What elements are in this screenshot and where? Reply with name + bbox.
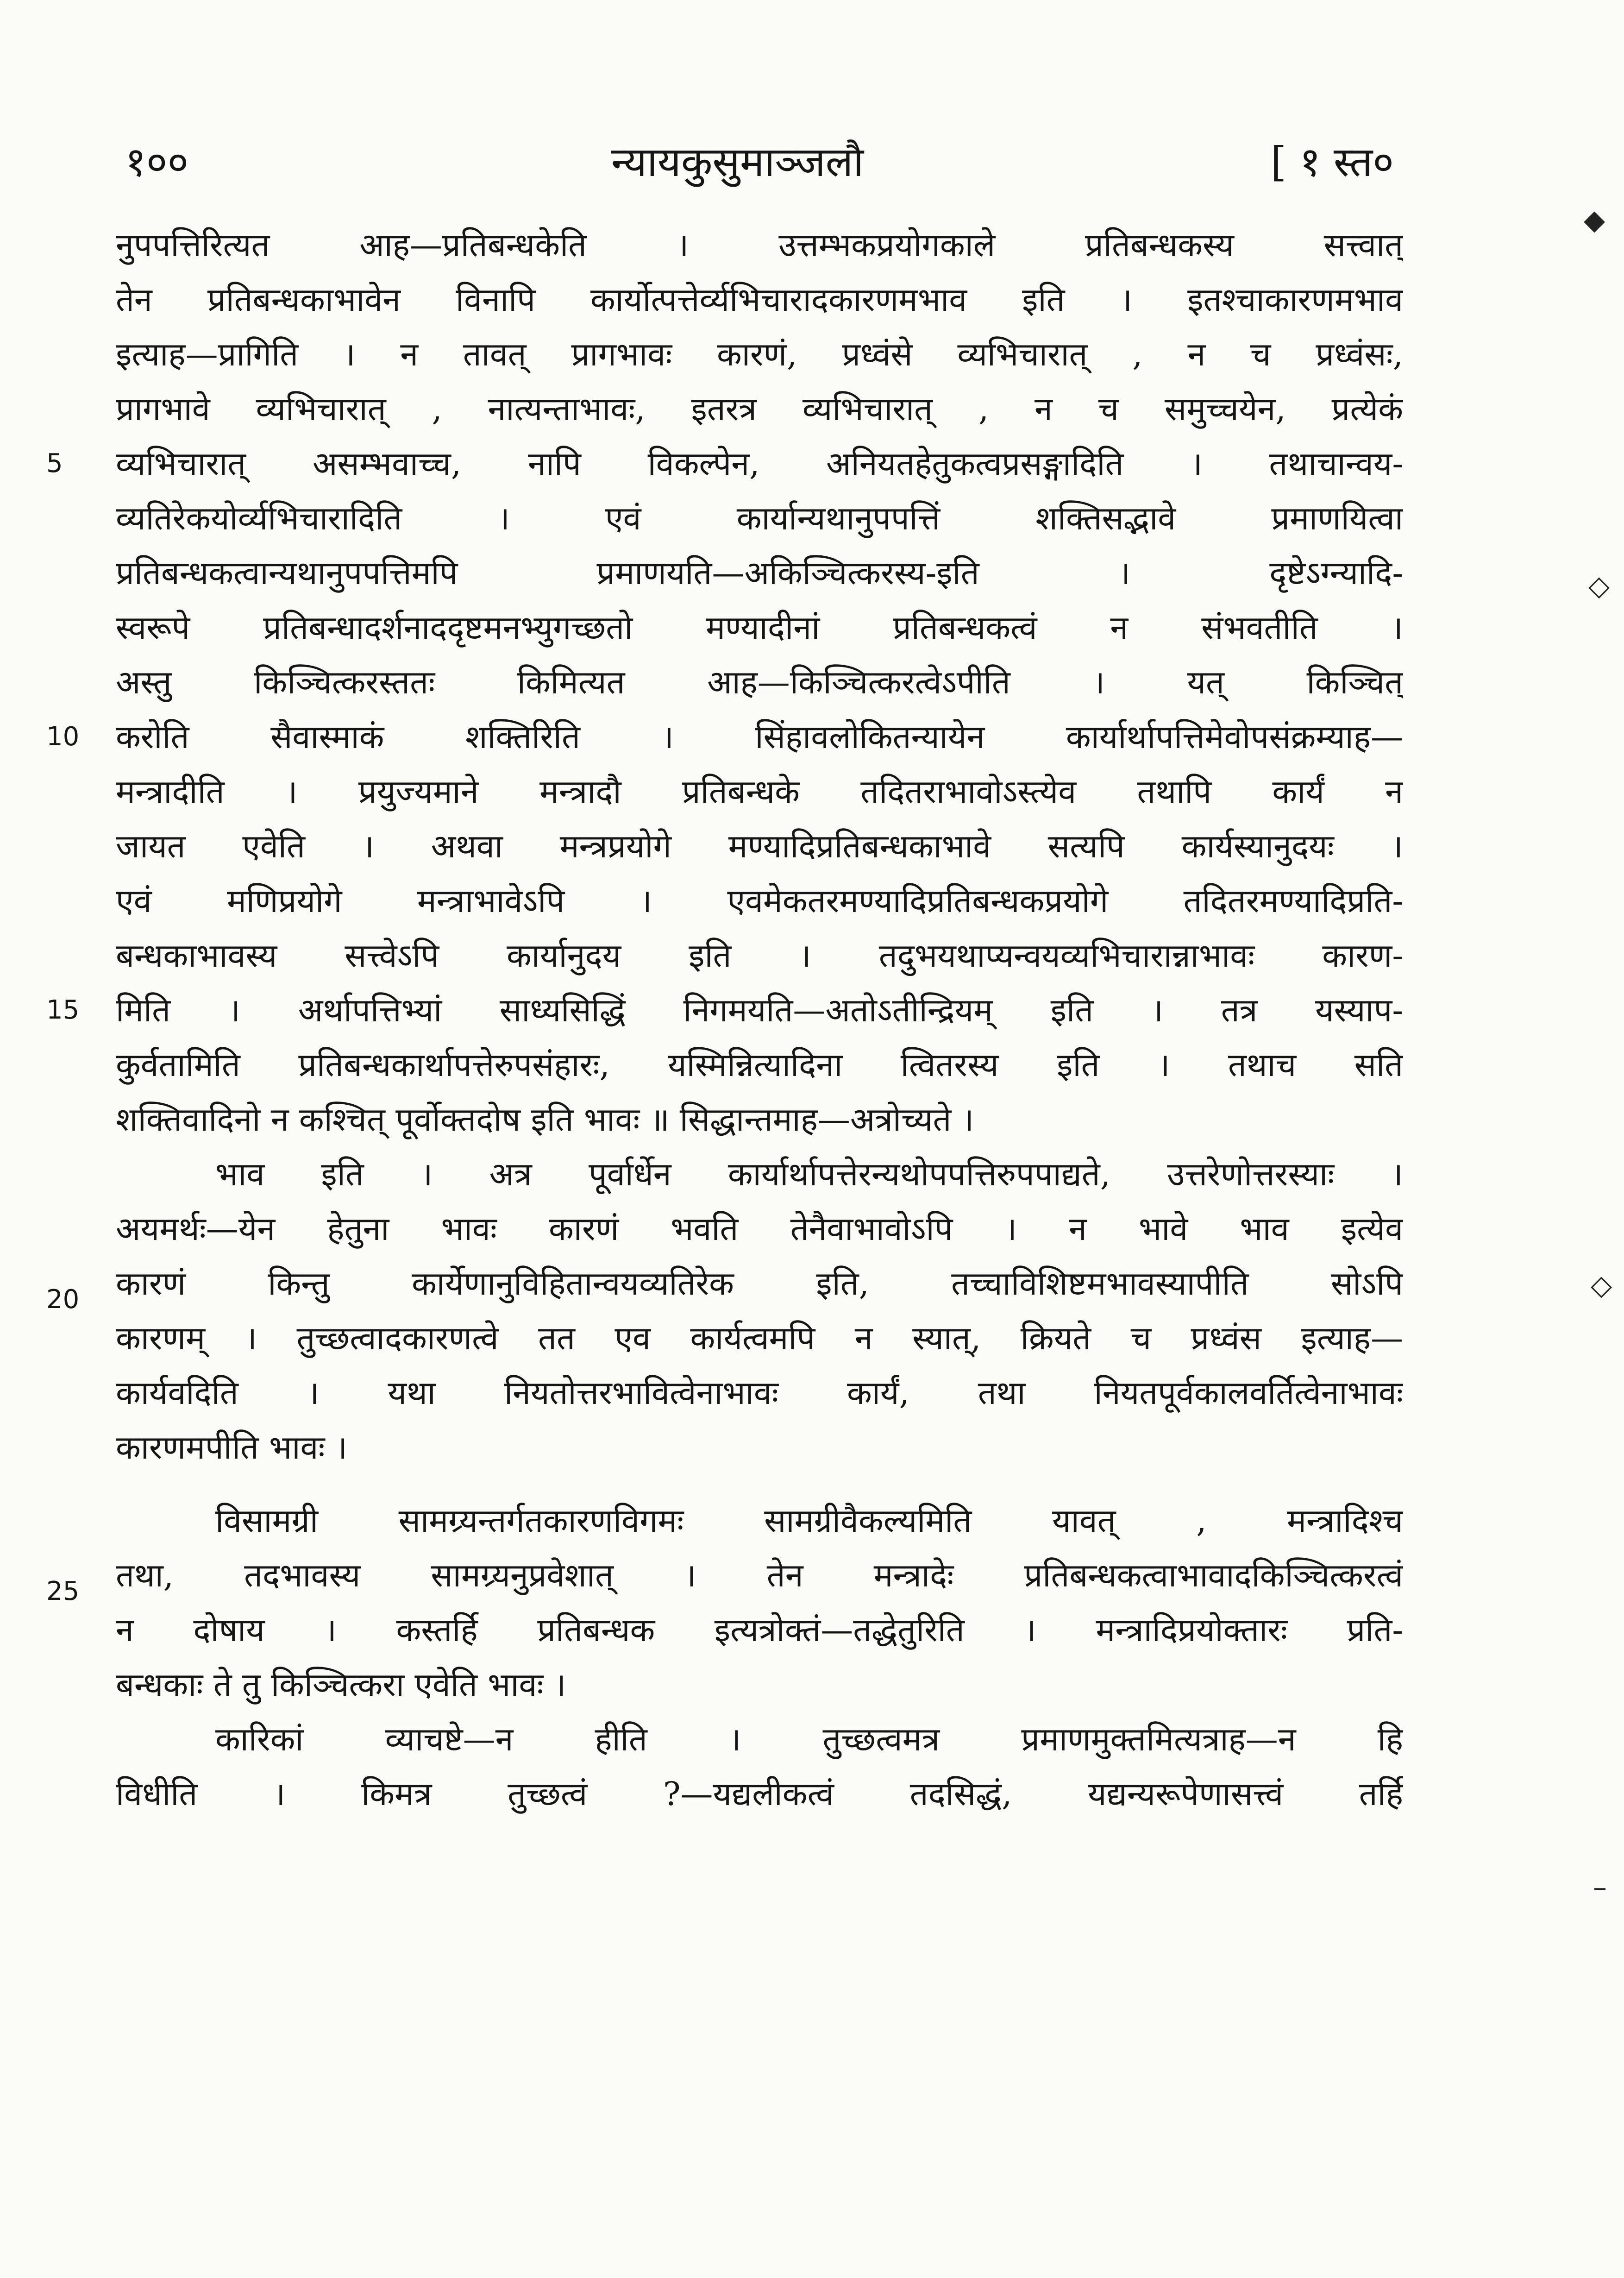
text-line: अयमर्थः—येन हेतुना भावः कारणं भवति तेनैवाभावोऽपि । न भावे भाव इत्येव bbox=[116, 1210, 1403, 1248]
text-line: प्रतिबन्धकत्वान्यथानुपपत्तिमपि प्रमाणयति—अकिञ्चित्करस्य-इति । दृष्टेऽग्न्यादि- bbox=[116, 554, 1403, 592]
text-line: कारिकां व्याचष्टे—न हीति । तुच्छत्वमत्र प्रमाणमुक्तमित्यत्राह—न हि bbox=[215, 1720, 1403, 1758]
text-line: विधीति । किमत्र तुच्छत्वं ?—यद्यलीकत्वं तदसिद्धं, यद्यन्यरूपेणासत्त्वं तर्हि bbox=[116, 1775, 1403, 1813]
margin-mark-icon: ◇ bbox=[1591, 1269, 1612, 1302]
text-line: स्वरूपे प्रतिबन्धादर्शनाददृष्टमनभ्युगच्छतो मण्यादीनां प्रतिबन्धकत्वं न संभवतीति । bbox=[116, 609, 1403, 647]
text-line: मन्त्रादीति । प्रयुज्यमाने मन्त्रादौ प्रतिबन्धके तदितराभावोऽस्त्येव तथापि कार्यं न bbox=[116, 773, 1403, 811]
text-line: इत्याह—प्रागिति । न तावत् प्रागभावः कारणं, प्रध्वंसे व्यभिचारात् , न च प्रध्वंसः, bbox=[116, 335, 1403, 373]
text-line: नुपपत्तिरित्यत आह—प्रतिबन्धकेति । उत्तम्भकप्रयोगकाले प्रतिबन्धकस्य सत्त्वात् bbox=[116, 226, 1403, 264]
section-marker: [ १ स्त० bbox=[1270, 138, 1394, 186]
text-line: करोति सैवास्माकं शक्तिरिति । सिंहावलोकितन्यायेन कार्यार्थापत्तिमेवोपसंक्रम्याह— bbox=[116, 718, 1403, 756]
text-line: बन्धकाभावस्य सत्त्वेऽपि कार्यानुदय इति । तदुभयथाप्यन्वयव्यभिचारान्नाभावः कारण- bbox=[116, 937, 1403, 975]
line-number-25: 25 bbox=[46, 1576, 80, 1606]
text-line: न दोषाय । कस्तर्हि प्रतिबन्धक इत्यत्रोक्तं—तद्धेतुरिति । मन्त्रादिप्रयोक्तारः प्रति- bbox=[116, 1611, 1403, 1649]
text-line: प्रागभावे व्यभिचारात् , नात्यन्ताभावः, इतरत्र व्यभिचारात् , न च समुच्चयेन, प्रत्येकं bbox=[116, 390, 1403, 428]
line-number-10: 10 bbox=[46, 722, 80, 752]
text-line: तथा, तदभावस्य सामग्र्यनुप्रवेशात् । तेन मन्त्रादेः प्रतिबन्धकत्वाभावादकिञ्चित्करत्वं bbox=[116, 1556, 1403, 1594]
text-line: तेन प्रतिबन्धकाभावेन विनापि कार्योत्पत्तेर्व्यभिचारादकारणमभाव इति । इतश्चाकारणमभाव bbox=[116, 281, 1403, 319]
text-line: व्यतिरेकयोर्व्यभिचारादिति । एवं कार्यान्यथानुपपत्तिं शक्तिसद्भावे प्रमाणयित्वा bbox=[116, 499, 1403, 537]
text-line: व्यभिचारात् असम्भवाच्च, नापि विकल्पेन, अनियतहेतुकत्वप्रसङ्गादिति । तथाचान्वय- bbox=[116, 445, 1403, 483]
text-line: कारणम् । तुच्छत्वादकारणत्वे तत एव कार्यत्वमपि न स्यात्, क्रियते च प्रध्वंस इत्याह— bbox=[116, 1319, 1403, 1357]
line-number-15: 15 bbox=[46, 995, 80, 1025]
text-line: कुर्वतामिति प्रतिबन्धकार्थापत्तेरुपसंहारः, यस्मिन्नित्यादिना त्वितरस्य इति । तथाच सति bbox=[116, 1046, 1403, 1084]
page-number: १०० bbox=[125, 138, 189, 186]
line-number-5: 5 bbox=[46, 448, 63, 478]
text-line: भाव इति । अत्र पूर्वार्धेन कार्यार्थापत्तेरन्यथोपपत्तिरुपपाद्यते, उत्तरेणोत्तरस्याः । bbox=[215, 1155, 1403, 1193]
margin-mark-icon: – bbox=[1593, 1871, 1607, 1904]
text-line: एवं मणिप्रयोगे मन्त्राभावेऽपि । एवमेकतरमण्यादिप्रतिबन्धकप्रयोगे तदितरमण्यादिप्रति- bbox=[116, 882, 1403, 920]
text-line: अस्तु किञ्चित्करस्ततः किमित्यत आह—किञ्चित्करत्वेऽपीति । यत् किञ्चित् bbox=[116, 663, 1403, 701]
text-line: शक्तिवादिनो न कश्चित् पूर्वोक्तदोष इति भावः ॥ सिद्धान्तमाह—अत्रोच्यते । bbox=[116, 1101, 974, 1139]
text-line: जायत एवेति । अथवा मन्त्रप्रयोगे मण्यादिप्रतिबन्धकाभावे सत्यपि कार्यस्यानुदयः । bbox=[116, 827, 1403, 865]
text-line: मिति । अर्थापत्तिभ्यां साध्यसिद्धिं निगमयति—अतोऽतीन्द्रियम् इति । तत्र यस्याप- bbox=[116, 991, 1403, 1029]
line-number-20: 20 bbox=[46, 1284, 80, 1315]
text-line: कार्यवदिति । यथा नियतोत्तरभावित्वेनाभावः कार्यं, तथा नियतपूर्वकालवर्तित्वेनाभावः bbox=[116, 1374, 1403, 1412]
page-header bbox=[125, 134, 1394, 199]
text-line: बन्धकाः ते तु किञ्चित्करा एवेति भावः । bbox=[116, 1666, 566, 1704]
commentary-text bbox=[116, 218, 1403, 1821]
text-line: विसामग्री सामग्र्यन्तर्गतकारणविगमः सामग्रीवैकल्यमिति यावत् , मन्त्रादिश्च bbox=[215, 1502, 1403, 1540]
margin-mark-icon: ◇ bbox=[1588, 570, 1610, 602]
text-line: कारणमपीति भावः । bbox=[116, 1428, 348, 1466]
margin-mark-icon: ◆ bbox=[1584, 204, 1605, 236]
text-line: कारणं किन्तु कार्येणानुविहितान्वयव्यतिरेक इति, तच्चाविशिष्टमभावस्यापीति सोऽपि bbox=[116, 1265, 1403, 1303]
running-title: न्यायकुसुमाञ्जलौ bbox=[611, 138, 864, 186]
